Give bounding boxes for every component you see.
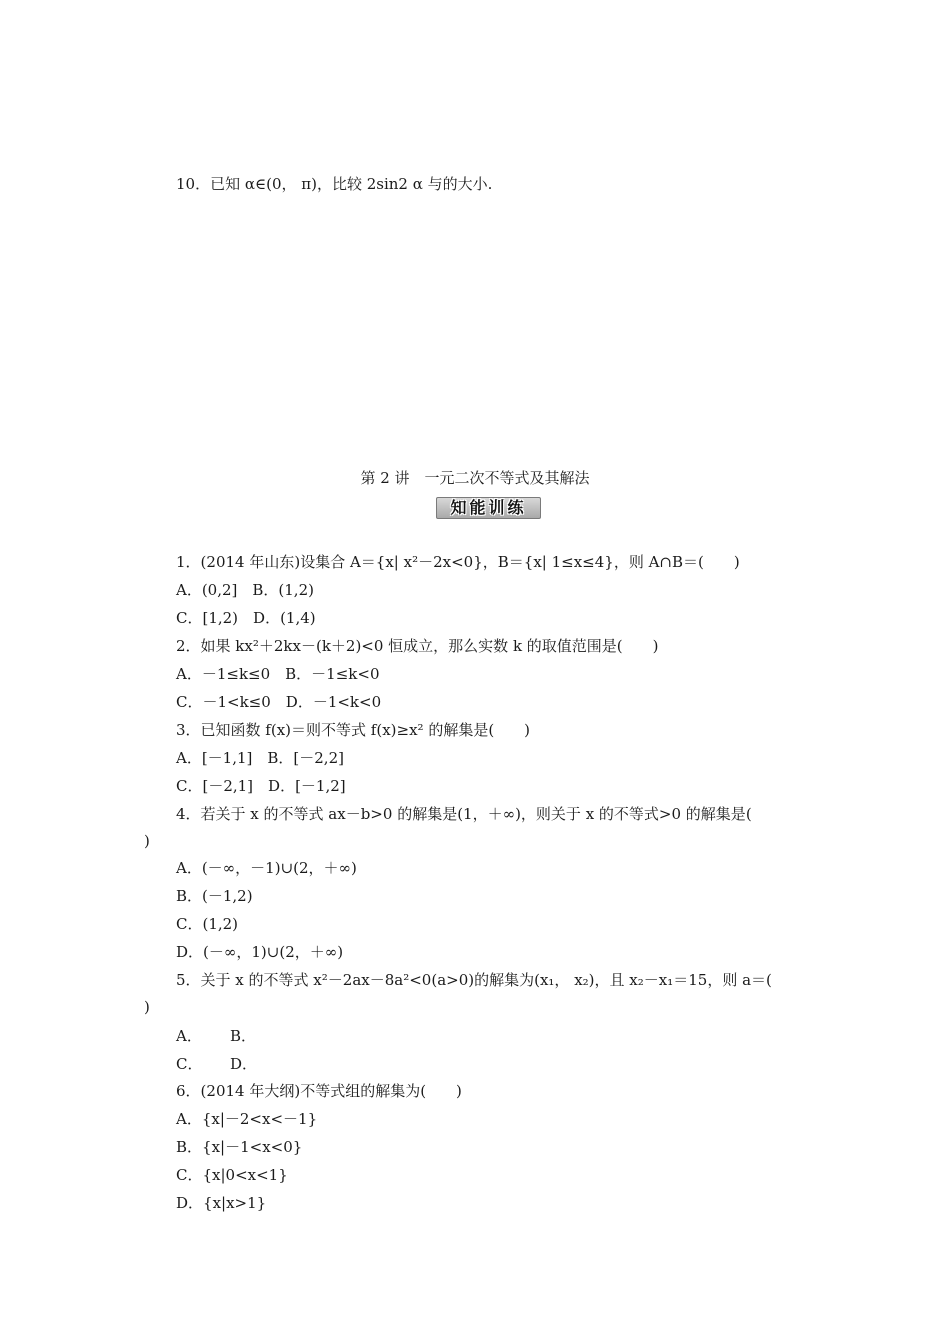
question-4-option-c: C．(1,2): [176, 915, 239, 933]
question-4-option-b: B．(－1,2): [176, 887, 253, 905]
section-title: 第 2 讲 一元二次不等式及其解法: [360, 469, 590, 487]
question-6-option-d: D．{x|x>1}: [176, 1194, 267, 1212]
question-5-option-d: D．: [230, 1055, 258, 1073]
question-6-option-c: C．{x|0<x<1}: [176, 1166, 288, 1184]
question-4-option-d: D．(－∞，1)∪(2，＋∞): [176, 943, 344, 961]
question-1-options-row-2: C．[1,2) D．(1,4): [176, 609, 316, 627]
question-2-options-row-1: A．－1≤k≤0 B．－1≤k<0: [176, 665, 380, 683]
question-4-option-a: A．(－∞，－1)∪(2，＋∞): [176, 859, 357, 877]
question-2-stem: 2．如果 kx²＋2kx－(k＋2)<0 恒成立，那么实数 k 的取值范围是( ): [176, 637, 659, 655]
question-3-options-row-2: C．[－2,1] D．[－1,2]: [176, 777, 346, 795]
question-4-stem-continuation: ): [144, 832, 150, 850]
question-1-stem: 1．(2014 年山东)设集合 A＝{x| x²－2x<0}，B＝{x| 1≤x≤4}，则 A∩B＝( ): [176, 553, 740, 571]
question-5-options-row-2: [176, 1054, 257, 1074]
question-3-options-row-1: A．[－1,1] B．[－2,2]: [176, 749, 344, 767]
question-10: 10．已知 α∈(0， π)，比较 2sin2 α 与的大小.: [176, 175, 493, 193]
question-6-option-b: B．{x|－1<x<0}: [176, 1138, 303, 1156]
question-5-option-c: C．: [176, 1055, 203, 1073]
question-2-options-row-2: C．－1<k≤0 D．－1<k<0: [176, 693, 382, 711]
question-6-stem: 6．(2014 年大纲)不等式组的解集为( ): [176, 1082, 462, 1100]
question-5-option-b: B．: [230, 1027, 257, 1045]
question-5-stem-continuation: ): [144, 998, 150, 1016]
question-1-options-row-1: A．(0,2] B．(1,2): [176, 581, 314, 599]
question-5-stem: 5．关于 x 的不等式 x²－2ax－8a²<0(a>0)的解集为(x₁， x₂)，且 x₂－x₁＝15，则 a＝(: [176, 971, 772, 989]
question-3-stem: 3．已知函数 f(x)＝则不等式 f(x)≥x² 的解集是( ): [176, 721, 531, 739]
question-6-option-a: A．{x|－2<x<－1}: [176, 1110, 318, 1128]
question-5-option-a: A．: [176, 1027, 202, 1045]
question-4-stem: 4．若关于 x 的不等式 ax－b>0 的解集是(1，＋∞)，则关于 x 的不等式>0 的解集是(: [176, 805, 752, 823]
section-banner: 知能训练: [436, 497, 541, 519]
question-5-options-row-1: [176, 1026, 256, 1046]
